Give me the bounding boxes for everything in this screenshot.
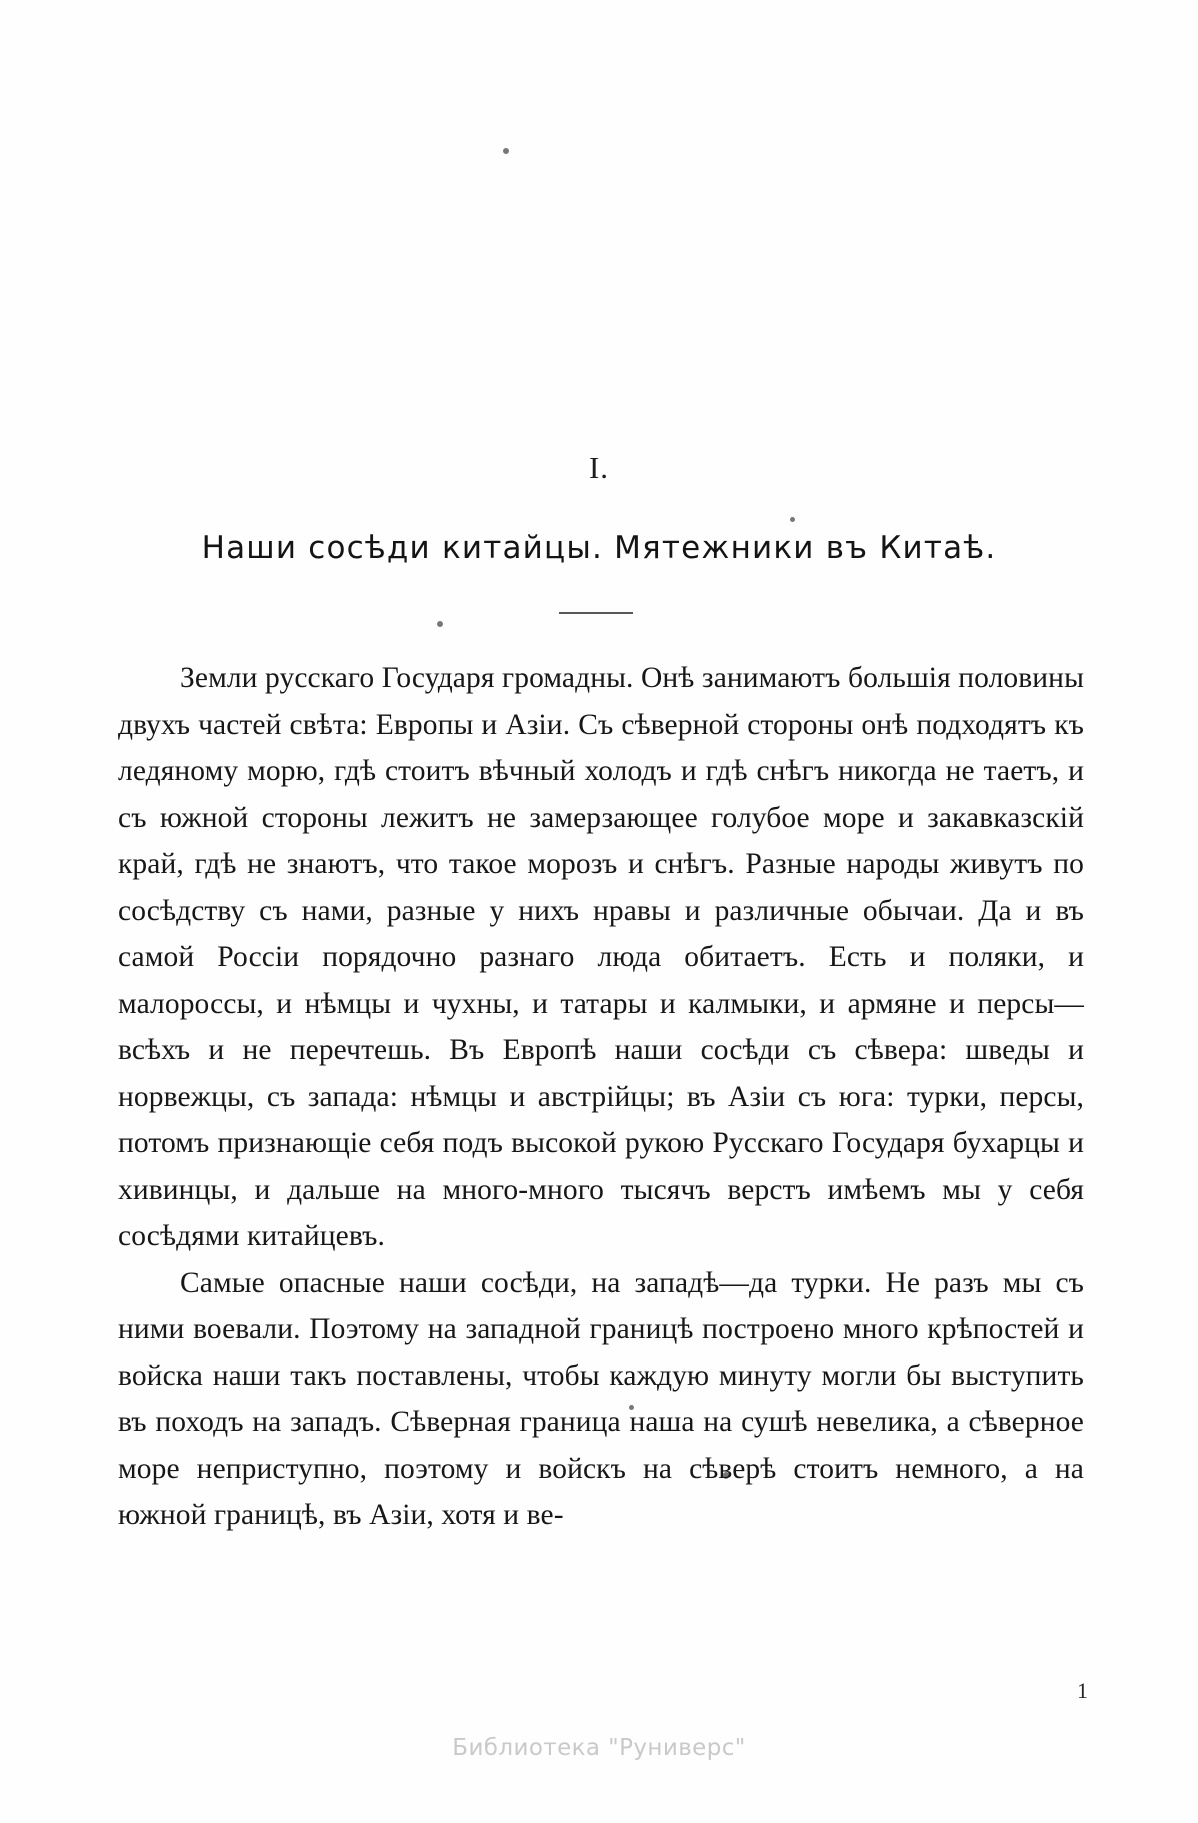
paragraph: Земли русскаго Государя громадны. Онѣ занимаютъ большія половины двухъ частей свѣта: Европы и Азіи. Съ сѣверной стороны онѣ подходятъ къ ледяному морю, гдѣ стоитъ вѣчный холодъ и гдѣ снѣгъ никогда не таетъ, и съ южной стороны лежитъ не замерзающее голубое море и закавказскій край, гдѣ не знаютъ, что такое морозъ и снѣгъ. Разные народы живутъ по сосѣдству съ нами, разные у нихъ нравы и различные обычаи. Да и въ самой Россіи порядочно разнаго люда обитаетъ. Есть и поляки, и малороссы, и нѣмцы и чухны, и татары и калмыки, и армяне и персы—всѣхъ и не перечтешь. Въ Европѣ наши сосѣди съ сѣвера: шведы и норвежцы, съ запада: нѣмцы и австрійцы; въ Азіи съ юга: турки, персы, потомъ признающіе себя подъ высокой рукою Русскаго Государя бухарцы и хивинцы, и дальше на много-много тысячъ верстъ имѣемъ мы у себя сосѣдями китайцевъ. bbox=[118, 662, 1084, 1252]
chapter-title: Наши сосѣди китайцы. Мятежники въ Китаѣ. bbox=[201, 530, 997, 566]
scan-artifact-speck bbox=[437, 621, 443, 627]
library-watermark: Библиотека "Руниверс" bbox=[452, 1735, 746, 1761]
scan-artifact-speck bbox=[790, 517, 795, 522]
body-text-block bbox=[118, 655, 1084, 1539]
title-divider-rule bbox=[559, 612, 633, 614]
chapter-number: I. bbox=[588, 450, 610, 485]
scan-artifact-speck bbox=[503, 148, 509, 154]
paragraph: Самые опасные наши сосѣди, на западѣ—да турки. Не разъ мы съ ними воевали. Поэтому на западной границѣ построено много крѣпостей и войска наши такъ поставлены, чтобы каждую минуту могли бы выступить въ походъ на западъ. Сѣверная граница наша на сушѣ невелика, а сѣверное море неприступно, поэтому и войскъ на сѣверѣ стоитъ немного, а на южной границѣ, въ Азіи, хотя и ве- bbox=[118, 1266, 1084, 1531]
page-number: 1 bbox=[1077, 1678, 1088, 1703]
